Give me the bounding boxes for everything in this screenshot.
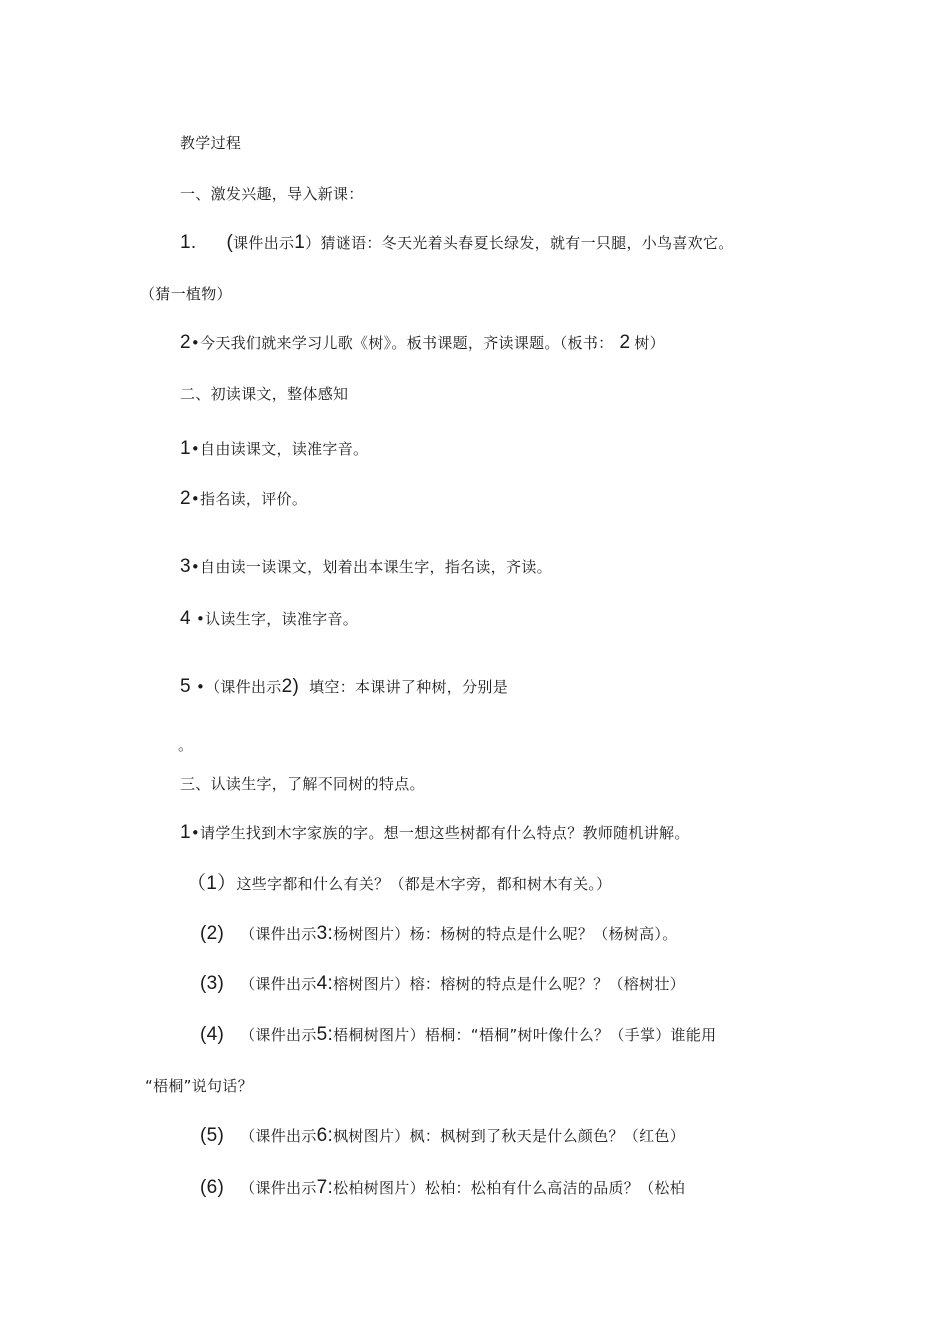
courseware-number: 7:	[316, 1177, 334, 1198]
heading: 教学过程	[180, 134, 242, 152]
section1-item2	[180, 332, 665, 354]
section3-sub1	[187, 873, 611, 895]
sub-text: 杨树图片）杨：杨树的特点是什么呢？（杨树高）。	[333, 925, 678, 943]
courseware-number: 3:	[316, 923, 334, 944]
item-text: •指名读，评价。	[190, 490, 308, 508]
item-number: 1.	[180, 232, 197, 253]
sub-courseware: （课件出示	[240, 1127, 317, 1145]
section3-sub6	[200, 1177, 685, 1199]
section2-item5	[180, 676, 508, 698]
courseware-number: 2)	[281, 676, 300, 697]
item-text: •自由读一读课文，划着出本课生字，指名读，齐读。	[190, 558, 552, 576]
section2-title: 二、初读课文，整体感知	[180, 385, 349, 403]
board-number: 2	[619, 332, 631, 353]
item-number: 2	[180, 488, 191, 509]
item-text: ）猜谜语：冬天光着头春夏长绿发，就有一只腿，小鸟喜欢它。	[305, 234, 734, 252]
sub-text: 松柏树图片）松柏：松柏有什么高洁的品质？（松柏	[333, 1179, 685, 1197]
section1-item1	[180, 232, 734, 254]
sub-number: (2)	[200, 923, 225, 944]
item-text: •请学生找到木字家族的字。想一想这些树都有什么特点？教师随机讲解。	[190, 824, 690, 842]
item-text-a: •（课件出示	[190, 678, 282, 696]
item-text: •今天我们就来学习儿歌《树》。板书课题，齐读课题。（板书：	[190, 334, 614, 352]
sub-number: (5)	[200, 1125, 225, 1146]
section3-sub3	[200, 973, 685, 995]
section2-item5-continuation: 。	[178, 736, 194, 754]
item-text-b: 填空：本课讲了种树，分别是	[309, 678, 508, 696]
sub-text: 这些字都和什么有关？（都是木字旁，都和树木有关。）	[236, 875, 612, 893]
item-number: 5	[180, 676, 191, 697]
sub-courseware: （课件出示	[240, 925, 317, 943]
item-number: 3	[180, 556, 191, 577]
section2-item3	[180, 556, 552, 578]
item-number: 4	[180, 608, 191, 629]
courseware-label: 课件出示	[233, 234, 295, 252]
sub-text: 枫树图片）枫：枫树到了秋天是什么颜色？（红色）	[333, 1127, 685, 1145]
sub-courseware: （课件出示	[240, 975, 317, 993]
section3-title: 三、认读生字，了解不同树的特点。	[180, 775, 425, 793]
section2-item4	[180, 608, 358, 630]
item-text: •认读生字，读准字音。	[190, 610, 359, 628]
board-text: 树）	[634, 334, 665, 352]
section2-item2	[180, 488, 307, 510]
sub-number: (6)	[200, 1177, 225, 1198]
section3-sub5	[200, 1125, 685, 1147]
section1-item1-continuation: （猜一植物）	[140, 285, 232, 303]
sub-courseware: （课件出示	[240, 1179, 317, 1197]
section3-item1	[180, 822, 690, 844]
sub-number: (3)	[200, 973, 225, 994]
section3-sub4	[200, 1024, 716, 1046]
item-number: 2	[180, 332, 191, 353]
item-text: •自由读课文，读准字音。	[190, 440, 369, 458]
sub-courseware: （课件出示	[240, 1026, 317, 1044]
sub-text: 梧桐树图片）梧桐：“梧桐”树叶像什么？（手掌）谁能用	[333, 1026, 717, 1044]
sub-number: （1）	[187, 873, 237, 894]
item-number: 1	[180, 822, 191, 843]
item-number: 1	[180, 438, 191, 459]
sub-text: 榕树图片）榕：榕树的特点是什么呢？？（榕树壮）	[333, 975, 685, 993]
courseware-number: 6:	[316, 1125, 334, 1146]
courseware-number: 4:	[316, 973, 334, 994]
courseware-number: 1	[294, 232, 306, 253]
section3-sub4-continuation: “梧桐”说句话？	[145, 1077, 253, 1095]
section1-title: 一、激发兴趣，导入新课：	[180, 185, 364, 203]
sub-number: (4)	[200, 1024, 225, 1045]
courseware-number: 5:	[316, 1024, 334, 1045]
section3-sub2	[200, 923, 678, 945]
section2-item1	[180, 438, 368, 460]
paren-open: (	[226, 232, 234, 253]
